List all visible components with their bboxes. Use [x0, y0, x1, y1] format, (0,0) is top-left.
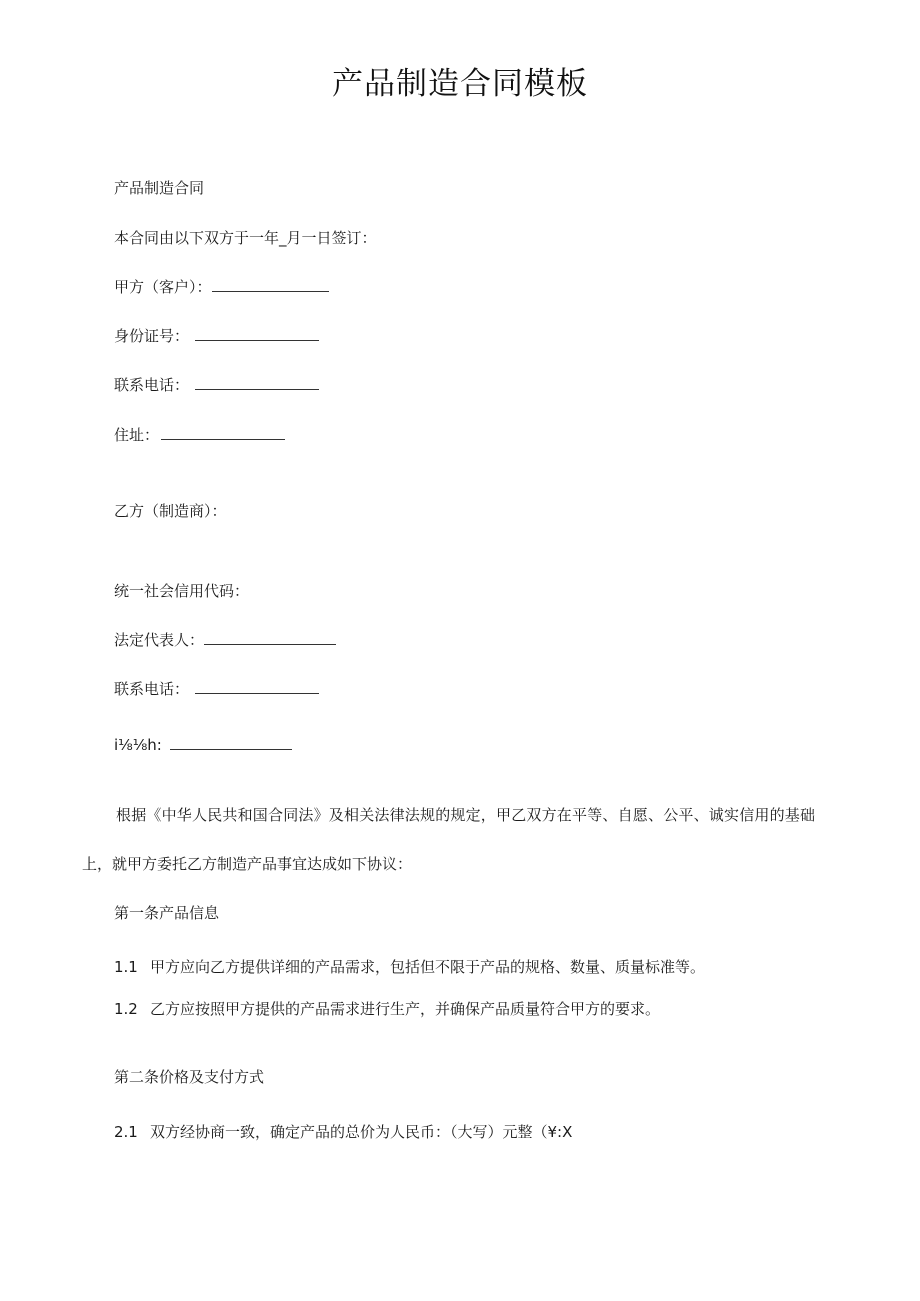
party-a-address-label: 住址： — [114, 426, 160, 444]
party-b-address-line — [114, 734, 292, 756]
party-b-address-label: i⅛⅛h: — [114, 736, 162, 754]
party-a-line — [114, 276, 329, 298]
party-a-label: 甲方（客户）： — [114, 278, 212, 296]
clause-2-1 — [114, 1121, 572, 1143]
party-a-phone-label: 联系电话： — [114, 376, 190, 394]
document-title: 产品制造合同模板 — [332, 66, 588, 102]
party-b-label: 乙方（制造商）： — [114, 502, 227, 520]
clause-text: 甲方应向乙方提供详细的产品需求，包括但不限于产品的规格、数量、质量标准等。 — [150, 958, 706, 976]
clause-1-1 — [114, 956, 705, 978]
preamble-line-2: 上，就甲方委托乙方制造产品事宜达成如下协议： — [82, 855, 413, 873]
party-b-phone-line — [114, 678, 319, 700]
party-a-phone-blank — [195, 375, 319, 390]
party-a-phone-line — [114, 374, 319, 396]
party-b-rep-line — [114, 629, 336, 651]
party-b-rep-label: 法定代表人： — [114, 631, 205, 649]
preamble-line-1: 根据《中华人民共和国合同法》及相关法律法规的规定，甲乙双方在平等、自愿、公平、诚实信用的基础 — [116, 806, 816, 824]
article-2-heading: 第二条价格及支付方式 — [114, 1068, 265, 1086]
contract-intro: 本合同由以下双方于一年_月一日签订： — [114, 229, 377, 247]
party-a-id-blank — [195, 326, 319, 341]
clause-number: 1.2 — [114, 1000, 138, 1018]
article-1-heading: 第一条产品信息 — [114, 904, 220, 922]
party-a-id-label: 身份证号： — [114, 327, 190, 345]
clause-text: 双方经协商一致，确定产品的总价为人民币：（大写）元整（¥:X — [150, 1123, 573, 1141]
clause-number: 2.1 — [114, 1123, 138, 1141]
party-b-phone-blank — [195, 679, 319, 694]
clause-text: 乙方应按照甲方提供的产品需求进行生产，并确保产品质量符合甲方的要求。 — [150, 1000, 661, 1018]
party-a-address-blank — [161, 425, 285, 440]
party-a-address-line — [114, 424, 285, 446]
party-a-id-line — [114, 325, 319, 347]
clause-number: 1.1 — [114, 958, 138, 976]
contract-subtitle: 产品制造合同 — [114, 179, 205, 197]
clause-1-2 — [114, 998, 660, 1020]
party-b-phone-label: 联系电话： — [114, 680, 190, 698]
party-b-address-blank — [170, 735, 292, 750]
party-b-rep-blank — [204, 630, 336, 645]
party-b-credit-code-label: 统一社会信用代码： — [114, 582, 250, 600]
party-a-blank — [212, 277, 329, 292]
